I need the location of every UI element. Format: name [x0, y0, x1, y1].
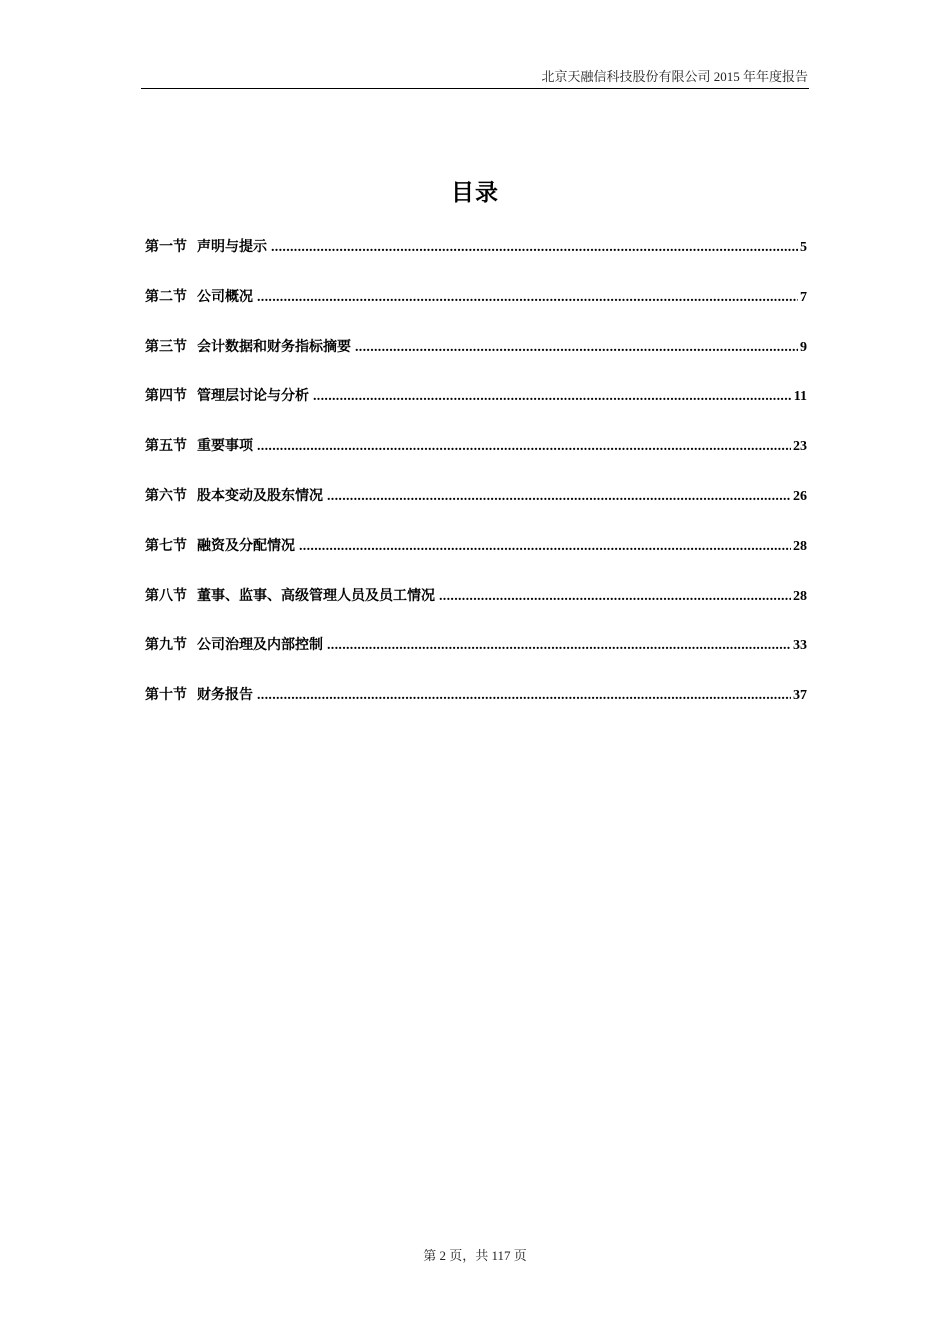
toc-section-number: 第七节	[145, 537, 187, 554]
page-footer: 第 2 页，共 117 页	[423, 1248, 527, 1263]
header-divider	[141, 88, 809, 89]
toc-section-number: 第二节	[145, 288, 187, 305]
toc-dot-leader	[257, 439, 791, 455]
toc-section-number: 第九节	[145, 637, 187, 654]
toc-entry[interactable]	[145, 385, 807, 435]
toc-entry[interactable]	[145, 236, 807, 286]
toc-page-number: 33	[793, 638, 807, 654]
toc-entry[interactable]	[145, 336, 807, 386]
toc-dot-leader	[271, 240, 798, 256]
toc-section-number: 第八节	[145, 587, 187, 604]
toc-entry[interactable]	[145, 286, 807, 336]
toc-section-title: 公司概况	[197, 288, 253, 305]
toc-section-number: 第十节	[145, 687, 187, 704]
toc-entry[interactable]	[145, 684, 807, 734]
toc-dot-leader	[327, 489, 791, 505]
toc-dot-leader	[313, 389, 792, 405]
toc-entry[interactable]	[145, 535, 807, 585]
toc-section-title: 董事、监事、高级管理人员及员工情况	[197, 587, 435, 604]
toc-dot-leader	[257, 290, 798, 306]
toc-entry[interactable]	[145, 485, 807, 535]
table-of-contents	[145, 236, 807, 734]
toc-page-number: 9	[800, 339, 807, 355]
toc-page-number: 28	[793, 588, 807, 604]
toc-section-number: 第三节	[145, 338, 187, 355]
toc-page-number: 11	[793, 389, 807, 405]
toc-page-number: 26	[793, 488, 807, 504]
toc-section-title: 会计数据和财务指标摘要	[197, 338, 351, 355]
toc-section-number: 第六节	[145, 487, 187, 504]
toc-section-number: 第五节	[145, 438, 187, 455]
toc-section-title: 公司治理及内部控制	[197, 637, 323, 654]
running-header: 北京天融信科技股份有限公司 2015 年年度报告	[541, 69, 808, 84]
toc-entry[interactable]	[145, 634, 807, 684]
toc-page-number: 37	[793, 688, 807, 704]
toc-section-title: 管理层讨论与分析	[197, 388, 309, 405]
toc-section-title: 声明与提示	[197, 239, 267, 255]
toc-section-title: 股本变动及股东情况	[197, 487, 323, 504]
toc-entry[interactable]	[145, 585, 807, 635]
toc-dot-leader	[355, 340, 798, 356]
toc-dot-leader	[299, 539, 791, 555]
toc-page-number: 23	[793, 439, 807, 455]
toc-section-number: 第一节	[145, 239, 187, 255]
toc-section-title: 财务报告	[197, 687, 253, 704]
toc-page-number: 5	[800, 240, 807, 255]
toc-dot-leader	[257, 688, 791, 704]
toc-dot-leader	[439, 589, 791, 605]
toc-section-number: 第四节	[145, 388, 187, 405]
page-title: 目录	[451, 180, 499, 206]
toc-section-title: 融资及分配情况	[197, 537, 295, 554]
toc-entry[interactable]	[145, 435, 807, 485]
toc-page-number: 28	[793, 538, 807, 554]
toc-dot-leader	[327, 638, 791, 654]
toc-page-number: 7	[800, 289, 807, 305]
toc-section-title: 重要事项	[197, 438, 253, 455]
